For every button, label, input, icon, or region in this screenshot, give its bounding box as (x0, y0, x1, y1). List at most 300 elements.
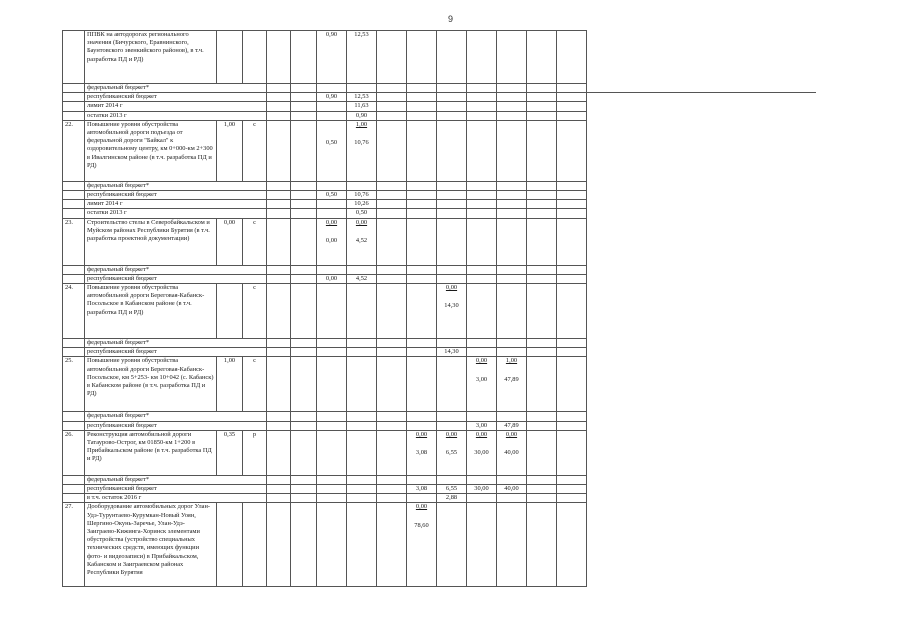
value-cell (347, 503, 377, 587)
value-cell (347, 209, 377, 218)
table-row-budget (63, 348, 587, 357)
value-cell (527, 209, 557, 218)
value-cell (527, 191, 557, 200)
value-cell (437, 265, 467, 274)
value-cell (317, 93, 347, 102)
value-cell (557, 218, 587, 265)
value-cell (347, 485, 377, 494)
budget-label: республиканский бюджет (85, 274, 267, 283)
value-cell (377, 102, 407, 111)
value-cell (527, 348, 557, 357)
value-cell (267, 200, 291, 209)
value-cell (347, 339, 377, 348)
value-cell (557, 120, 587, 181)
value-cell (317, 494, 347, 503)
budget-table (62, 30, 587, 587)
budget-label: республиканский бюджет (85, 485, 267, 494)
value-cell (437, 191, 467, 200)
value-cell (347, 218, 377, 265)
value-cell (437, 93, 467, 102)
value-cell (557, 111, 587, 120)
table-row-budget (63, 191, 587, 200)
value-text: 47,89 (504, 421, 519, 429)
value-cell (527, 200, 557, 209)
value-cell (557, 209, 587, 218)
value-text: 3,08 (415, 485, 428, 493)
value-cell (317, 475, 347, 484)
table-row-item (63, 218, 587, 265)
value-cell (267, 31, 291, 84)
value-cell (557, 274, 587, 283)
value-cell (437, 421, 467, 430)
value-cell (557, 421, 587, 430)
value-cell (437, 412, 467, 421)
value-cell (291, 412, 317, 421)
item-amount: 0,35 (217, 430, 243, 475)
value-cell (557, 265, 587, 274)
value-cell (291, 265, 317, 274)
value-cell (267, 111, 291, 120)
value-text: 30,00 (474, 485, 489, 493)
value-cell (291, 475, 317, 484)
value-cell (527, 181, 557, 190)
value-cell (437, 284, 467, 339)
value-cell (437, 111, 467, 120)
value-cell (527, 412, 557, 421)
value-cell (527, 284, 557, 339)
value-cell (317, 265, 347, 274)
budget-label: федеральный бюджет* (85, 475, 267, 484)
value-cell (377, 494, 407, 503)
value-cell (347, 84, 377, 93)
table-row-budget (63, 84, 587, 93)
table-row-item (63, 284, 587, 339)
value-cell (291, 209, 317, 218)
value-cell (347, 93, 377, 102)
value-cell (317, 218, 347, 265)
row-number (63, 339, 85, 348)
value-text: 14,30 (444, 348, 459, 356)
row-number: 27. (63, 503, 85, 587)
value-text: 0,00 (325, 236, 338, 244)
budget-label: федеральный бюджет* (85, 181, 267, 190)
value-cell (291, 93, 317, 102)
value-text: 0,00 (505, 430, 518, 438)
value-cell (347, 284, 377, 339)
value-text: 10,76 (354, 191, 369, 199)
item-name: Дооборудование автомобильных дорог Улан-Удэ-Турунтаево-Курумкан-Новый Уоян, Шергино-Окунь-Заречье, Улан-Удэ-Заиграево-Кижинга-Хоринск элементами обустройства (устройство специальных технических средств, имеющих функции фото- и видеозаписи) в Прибайкальском, Кабанском и Заиграевском районах Республики Бурятия (85, 503, 217, 587)
value-cell (291, 421, 317, 430)
value-cell (407, 181, 437, 190)
value-text: 4,52 (355, 274, 368, 282)
value-cell (407, 430, 437, 475)
value-cell (291, 339, 317, 348)
value-cell (291, 31, 317, 84)
value-cell (527, 485, 557, 494)
value-text: 12,53 (354, 31, 369, 38)
value-cell (291, 111, 317, 120)
budget-label: в т.ч. остаток 2016 г (85, 494, 267, 503)
item-name: Повышение уровня обустройства автомобильной дороги подъезда от федеральной дороги "Байкал" к оздоровительному центру, км 0+000-км 2+300 в Ивалгинском районе (в т.ч. разработка ПД и РД) (85, 120, 217, 181)
value-cell (377, 265, 407, 274)
budget-label: федеральный бюджет* (85, 339, 267, 348)
table-row-budget (63, 93, 587, 102)
value-cell (291, 200, 317, 209)
row-number (63, 421, 85, 430)
value-cell (267, 494, 291, 503)
value-cell (437, 339, 467, 348)
value-cell (267, 84, 291, 93)
value-cell (557, 284, 587, 339)
row-number: 26. (63, 430, 85, 475)
value-cell (347, 430, 377, 475)
value-cell (467, 494, 497, 503)
value-cell (527, 421, 557, 430)
value-cell (467, 191, 497, 200)
value-cell (557, 430, 587, 475)
value-cell (377, 339, 407, 348)
table-row-budget (63, 209, 587, 218)
value-cell (557, 339, 587, 348)
value-cell (317, 84, 347, 93)
value-text: 0,00 (445, 284, 458, 292)
value-cell (267, 191, 291, 200)
value-cell (437, 357, 467, 412)
value-text: 0,50 (325, 191, 338, 199)
value-cell (437, 120, 467, 181)
table-row-budget (63, 265, 587, 274)
value-cell (317, 200, 347, 209)
value-cell (291, 181, 317, 190)
value-cell (377, 421, 407, 430)
value-cell (317, 357, 347, 412)
value-text: 0,00 (415, 430, 428, 438)
value-cell (407, 218, 437, 265)
value-cell (291, 274, 317, 283)
value-cell (317, 111, 347, 120)
value-text: 0,90 (325, 31, 338, 38)
value-text: 30,00 (474, 449, 489, 457)
value-cell (347, 200, 377, 209)
value-cell (377, 430, 407, 475)
value-text: 10,26 (354, 200, 369, 208)
value-cell (317, 209, 347, 218)
value-cell (377, 191, 407, 200)
value-cell (407, 31, 437, 84)
value-text: 0,90 (325, 93, 338, 101)
row-number (63, 412, 85, 421)
value-cell (467, 274, 497, 283)
value-cell (267, 93, 291, 102)
value-cell (407, 475, 437, 484)
value-cell (377, 200, 407, 209)
value-cell (557, 102, 587, 111)
table-row-budget (63, 485, 587, 494)
value-cell (267, 475, 291, 484)
value-cell (437, 430, 467, 475)
item-unit (243, 503, 267, 587)
value-cell (497, 181, 527, 190)
value-cell (437, 274, 467, 283)
value-cell (557, 200, 587, 209)
value-cell (467, 200, 497, 209)
value-cell (291, 485, 317, 494)
value-text: 10,76 (354, 139, 369, 147)
value-text: 3,08 (415, 449, 428, 457)
budget-label: федеральный бюджет* (85, 412, 267, 421)
value-cell (267, 421, 291, 430)
table-row-budget (63, 339, 587, 348)
value-cell (377, 274, 407, 283)
row-number (63, 485, 85, 494)
row-number: 23. (63, 218, 85, 265)
value-cell (347, 274, 377, 283)
value-cell (527, 93, 557, 102)
value-cell (467, 31, 497, 84)
value-cell (267, 412, 291, 421)
budget-label: лимит 2014 г (85, 200, 267, 209)
value-text: 0,00 (445, 430, 458, 438)
value-cell (407, 200, 437, 209)
value-cell (407, 191, 437, 200)
value-text: 6,55 (445, 485, 458, 493)
table-row-item (63, 357, 587, 412)
table-row-budget (63, 475, 587, 484)
value-cell (527, 265, 557, 274)
table-row-item (63, 430, 587, 475)
value-cell (527, 274, 557, 283)
value-cell (467, 348, 497, 357)
value-cell (407, 274, 437, 283)
budget-label: республиканский бюджет (85, 421, 267, 430)
table-row-budget (63, 102, 587, 111)
value-text: 47,89 (504, 375, 519, 383)
value-cell (347, 412, 377, 421)
value-cell (291, 348, 317, 357)
value-cell (497, 494, 527, 503)
value-cell (377, 218, 407, 265)
value-cell (557, 31, 587, 84)
value-cell (407, 494, 437, 503)
value-cell (527, 475, 557, 484)
value-cell (527, 357, 557, 412)
value-cell (317, 191, 347, 200)
budget-label: республиканский бюджет (85, 348, 267, 357)
value-cell (437, 31, 467, 84)
value-cell (347, 475, 377, 484)
value-cell (377, 284, 407, 339)
value-text: 40,00 (504, 485, 519, 493)
value-cell (527, 120, 557, 181)
value-cell (527, 31, 557, 84)
value-cell (497, 339, 527, 348)
value-cell (347, 191, 377, 200)
value-cell (267, 120, 291, 181)
value-cell (347, 494, 377, 503)
value-text: 78,60 (414, 521, 429, 529)
row-number (63, 111, 85, 120)
value-cell (437, 475, 467, 484)
value-cell (527, 494, 557, 503)
value-text: 0,00 (475, 357, 488, 365)
value-cell (377, 31, 407, 84)
value-cell (291, 503, 317, 587)
row-number (63, 494, 85, 503)
value-cell (467, 485, 497, 494)
value-text: 0,90 (355, 111, 368, 119)
value-cell (347, 348, 377, 357)
value-cell (467, 120, 497, 181)
table-row-budget (63, 412, 587, 421)
value-cell (267, 218, 291, 265)
value-cell (407, 102, 437, 111)
value-text: 0,50 (325, 138, 338, 146)
value-cell (557, 412, 587, 421)
value-cell (267, 274, 291, 283)
value-cell (317, 503, 347, 587)
item-amount (217, 31, 243, 84)
table-row-budget (63, 200, 587, 209)
value-cell (317, 339, 347, 348)
value-cell (291, 357, 317, 412)
value-cell (437, 494, 467, 503)
row-number (63, 84, 85, 93)
item-unit (243, 31, 267, 84)
value-cell (527, 430, 557, 475)
value-cell (467, 284, 497, 339)
value-text: 0,00 (325, 218, 338, 226)
table-row-budget (63, 421, 587, 430)
value-cell (437, 84, 467, 93)
table-row-budget (63, 494, 587, 503)
value-cell (497, 191, 527, 200)
row-number (63, 265, 85, 274)
value-cell (317, 274, 347, 283)
value-cell (317, 31, 347, 84)
value-text: 3,00 (475, 421, 488, 429)
table-row-budget (63, 181, 587, 190)
value-cell (291, 494, 317, 503)
value-cell (497, 421, 527, 430)
value-text: 0,00 (355, 218, 368, 226)
value-cell (527, 218, 557, 265)
value-cell (437, 181, 467, 190)
value-cell (467, 430, 497, 475)
value-cell (437, 102, 467, 111)
value-cell (267, 284, 291, 339)
row-number (63, 274, 85, 283)
value-cell (377, 93, 407, 102)
value-cell (497, 412, 527, 421)
value-cell (407, 120, 437, 181)
value-text: 0,00 (325, 274, 338, 282)
value-text: 1,00 (355, 120, 368, 128)
value-cell (267, 348, 291, 357)
value-cell (377, 120, 407, 181)
value-cell (437, 218, 467, 265)
value-cell (291, 218, 317, 265)
value-cell (497, 209, 527, 218)
item-amount: 1,00 (217, 120, 243, 181)
value-cell (497, 31, 527, 84)
value-cell (317, 412, 347, 421)
value-cell (497, 200, 527, 209)
value-cell (377, 357, 407, 412)
value-cell (467, 265, 497, 274)
item-amount: 0,00 (217, 218, 243, 265)
value-cell (527, 111, 557, 120)
value-cell (497, 348, 527, 357)
value-cell (407, 209, 437, 218)
value-cell (377, 209, 407, 218)
value-cell (377, 348, 407, 357)
row-number (63, 93, 85, 102)
table-row-item (63, 120, 587, 181)
value-cell (377, 485, 407, 494)
value-cell (407, 357, 437, 412)
row-number (63, 102, 85, 111)
value-cell (377, 475, 407, 484)
value-cell (497, 111, 527, 120)
value-text: 1,00 (505, 357, 518, 365)
value-cell (407, 265, 437, 274)
table-body (63, 31, 587, 587)
value-cell (557, 475, 587, 484)
value-cell (467, 412, 497, 421)
value-cell (407, 93, 437, 102)
budget-label: федеральный бюджет* (85, 84, 267, 93)
budget-label: лимит 2014 г (85, 102, 267, 111)
value-text: 14,30 (444, 302, 459, 310)
item-name: Строительство стелы в Северобайкальском и Муйском районах Республики Бурятия (в т.ч. разработка проектной документации) (85, 218, 217, 265)
value-cell (557, 93, 587, 102)
value-cell (557, 191, 587, 200)
row-number: 25. (63, 357, 85, 412)
value-cell (557, 503, 587, 587)
value-cell (267, 503, 291, 587)
value-cell (347, 102, 377, 111)
value-cell (467, 421, 497, 430)
row-number: 22. (63, 120, 85, 181)
value-cell (557, 485, 587, 494)
value-cell (407, 412, 437, 421)
value-cell (377, 84, 407, 93)
item-unit: с (243, 284, 267, 339)
budget-label: остатки 2013 г (85, 111, 267, 120)
value-cell (317, 421, 347, 430)
value-cell (467, 93, 497, 102)
value-cell (467, 111, 497, 120)
value-cell (497, 120, 527, 181)
table-row-item (63, 503, 587, 587)
value-cell (497, 93, 527, 102)
value-cell (291, 191, 317, 200)
item-unit: с (243, 120, 267, 181)
value-cell (437, 348, 467, 357)
value-cell (497, 475, 527, 484)
item-name: Повышение уровня обустройства автомобильной дороги Береговая-Кабанск-Посольское, км 5+253- км 10+042 (с. Кабанск) в Кабанском районе (в т.ч. разработка ПД и РД) (85, 357, 217, 412)
value-cell (347, 120, 377, 181)
value-cell (437, 209, 467, 218)
item-name: Повышение уровня обустройства автомобильной дороги Береговая-Кабанск-Посольское в Кабанском районе (в т.ч. разработка ПД и РД) (85, 284, 217, 339)
item-amount: 1,00 (217, 357, 243, 412)
value-cell (347, 265, 377, 274)
value-cell (267, 265, 291, 274)
value-cell (317, 102, 347, 111)
value-cell (407, 503, 437, 587)
value-cell (467, 181, 497, 190)
value-cell (497, 102, 527, 111)
